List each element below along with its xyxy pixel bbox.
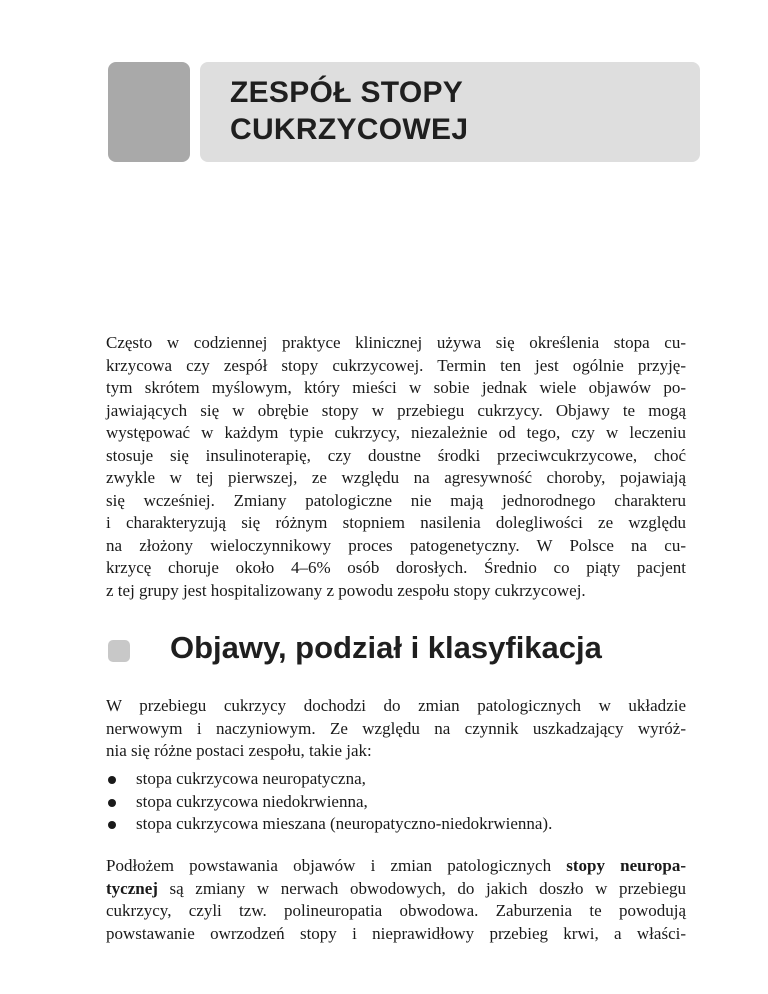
intro-line: krzycowa czy zespół stopy cukrzycowej. Termin ten jest ogólnie przyję- <box>106 355 686 375</box>
list-item: stopa cukrzycowa mieszana (neuropatyczno-niedokrwienna). <box>106 813 686 836</box>
chapter-header <box>200 62 700 162</box>
types-list <box>106 768 686 836</box>
intro-line: na złożony wieloczynnikowy proces patogenetyczny. W Polsce na cu- <box>106 535 686 555</box>
chapter-tab-marker <box>108 62 190 162</box>
bold-term: tycznej <box>106 878 158 898</box>
list-item: stopa cukrzycowa neuropatyczna, <box>106 768 686 791</box>
neuropathic-line-4: powstawanie owrzodzeń stopy i nieprawidłowy przebieg krwi, a właści- <box>106 923 686 943</box>
intro-paragraph <box>106 332 686 602</box>
bold-term: stopy neuropa- <box>566 856 686 875</box>
section-marker <box>108 640 130 662</box>
section-intro-paragraph <box>106 695 686 763</box>
chapter-title <box>230 74 468 148</box>
chapter-title-line-1: ZESPÓŁ STOPY <box>230 76 464 109</box>
intro-line: tym skrótem myślowym, który mieści w sobie jednak wiele objawów po- <box>106 378 686 397</box>
intro-line: krzycę choruje około 4–6% osób dorosłych. Średnio co piąty pacjent <box>106 558 686 577</box>
neuropathic-line-2 <box>106 878 686 901</box>
neuropathic-line-3: cukrzycy, czyli tzw. polineuropatia obwodowa. Zaburzenia te powodują <box>106 901 686 920</box>
intro-line: z tej grupy jest hospitalizowany z powodu zespołu stopy cukrzycowej. <box>106 580 586 600</box>
intro-line: Często w codziennej praktyce klinicznej używa się określenia stopa cu- <box>106 333 686 352</box>
neuropathic-paragraph <box>106 855 686 945</box>
chapter-title-line-2: CUKRZYCOWEJ <box>230 113 469 146</box>
section-title: Objawy, podział i klasyfikacja <box>170 630 602 665</box>
intro-line: się wcześniej. Zmiany patologiczne nie mają jednorodnego charakteru <box>106 490 686 510</box>
intro-line: zwykle w tej pierwszej, ze względu na agresywność choroby, pojawiają <box>106 468 686 487</box>
line-text: są zmiany w nerwach obwodowych, do jakich doszło w przebiegu <box>157 878 686 898</box>
neuropathic-line-1 <box>106 855 686 878</box>
intro-line: stosuje się insulinoterapię, czy doustne środki przeciwcukrzycowe, choć <box>106 445 686 465</box>
section-intro-line: nerwowym i naczyniowym. Ze względu na czynnik uszkadzający wyróż- <box>106 718 686 738</box>
section-intro-line: W przebiegu cukrzycy dochodzi do zmian patologicznych w układzie <box>106 696 686 715</box>
intro-line: i charakteryzują się różnym stopniem nasilenia dolegliwości ze względu <box>106 513 686 532</box>
line-text: Podłożem powstawania objawów i zmian patologicznych <box>106 856 567 875</box>
intro-line: jawiających się w obrębie stopy w przebiegu cukrzycy. Objawy te mogą <box>106 400 686 420</box>
list-item: stopa cukrzycowa niedokrwienna, <box>106 791 686 814</box>
intro-line: występować w każdym typie cukrzycy, niezależnie od tego, czy w leczeniu <box>106 423 686 442</box>
section-intro-line: nia się różne postaci zespołu, takie jak: <box>106 741 372 760</box>
